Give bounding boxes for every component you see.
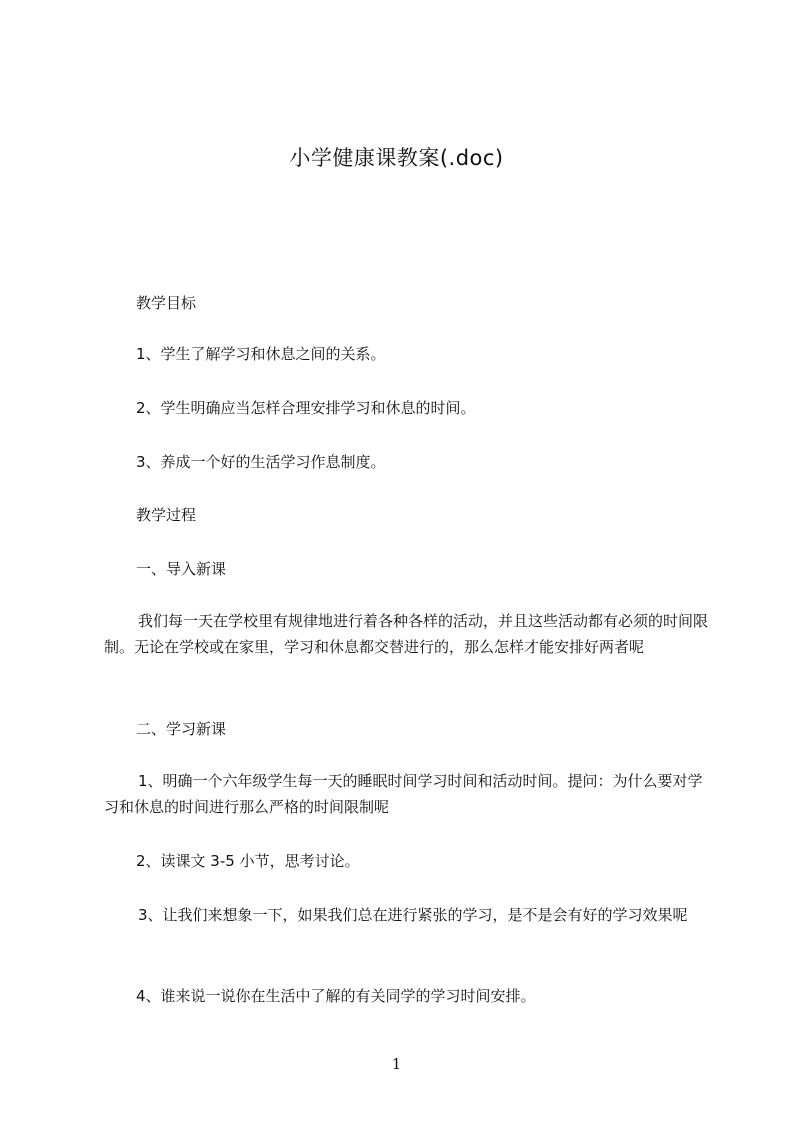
page-number: 1 bbox=[391, 1055, 402, 1073]
objective-item-1: 1、学生了解学习和休息之间的关系。 bbox=[136, 345, 386, 363]
subheading-intro: 一、导入新课 bbox=[136, 560, 227, 578]
subheading-new-lesson: 二、学习新课 bbox=[136, 720, 227, 738]
section-heading-objectives: 教学目标 bbox=[136, 294, 197, 312]
document-title: 小学健康课教案(.doc) bbox=[289, 146, 504, 170]
lesson-item-1: 1、明确一个六年级学生每一天的睡眠时间学习时间和活动时间。提问：为什么要对学习和休息的时间进行那么严格的时间限制呢 bbox=[104, 772, 703, 816]
objective-item-3: 3、养成一个好的生活学习作息制度。 bbox=[136, 453, 386, 471]
section-heading-process: 教学过程 bbox=[136, 506, 197, 524]
lesson-item-4: 4、谁来说一说你在生活中了解的有关同学的学习时间安排。 bbox=[136, 987, 536, 1005]
intro-paragraph: 我们每一天在学校里有规律地进行着各种各样的活动，并且这些活动都有必须的时间限制。无论在学校或在家里，学习和休息都交替进行的，那么怎样才能安排好两者呢 bbox=[104, 612, 709, 656]
lesson-item-2: 2、读课文 3-5 小节，思考讨论。 bbox=[136, 852, 360, 870]
objective-item-2: 2、学生明确应当怎样合理安排学习和休息的时间。 bbox=[136, 399, 476, 417]
lesson-item-3: 3、让我们来想象一下，如果我们总在进行紧张的学习，是不是会有好的学习效果呢 bbox=[138, 906, 688, 924]
